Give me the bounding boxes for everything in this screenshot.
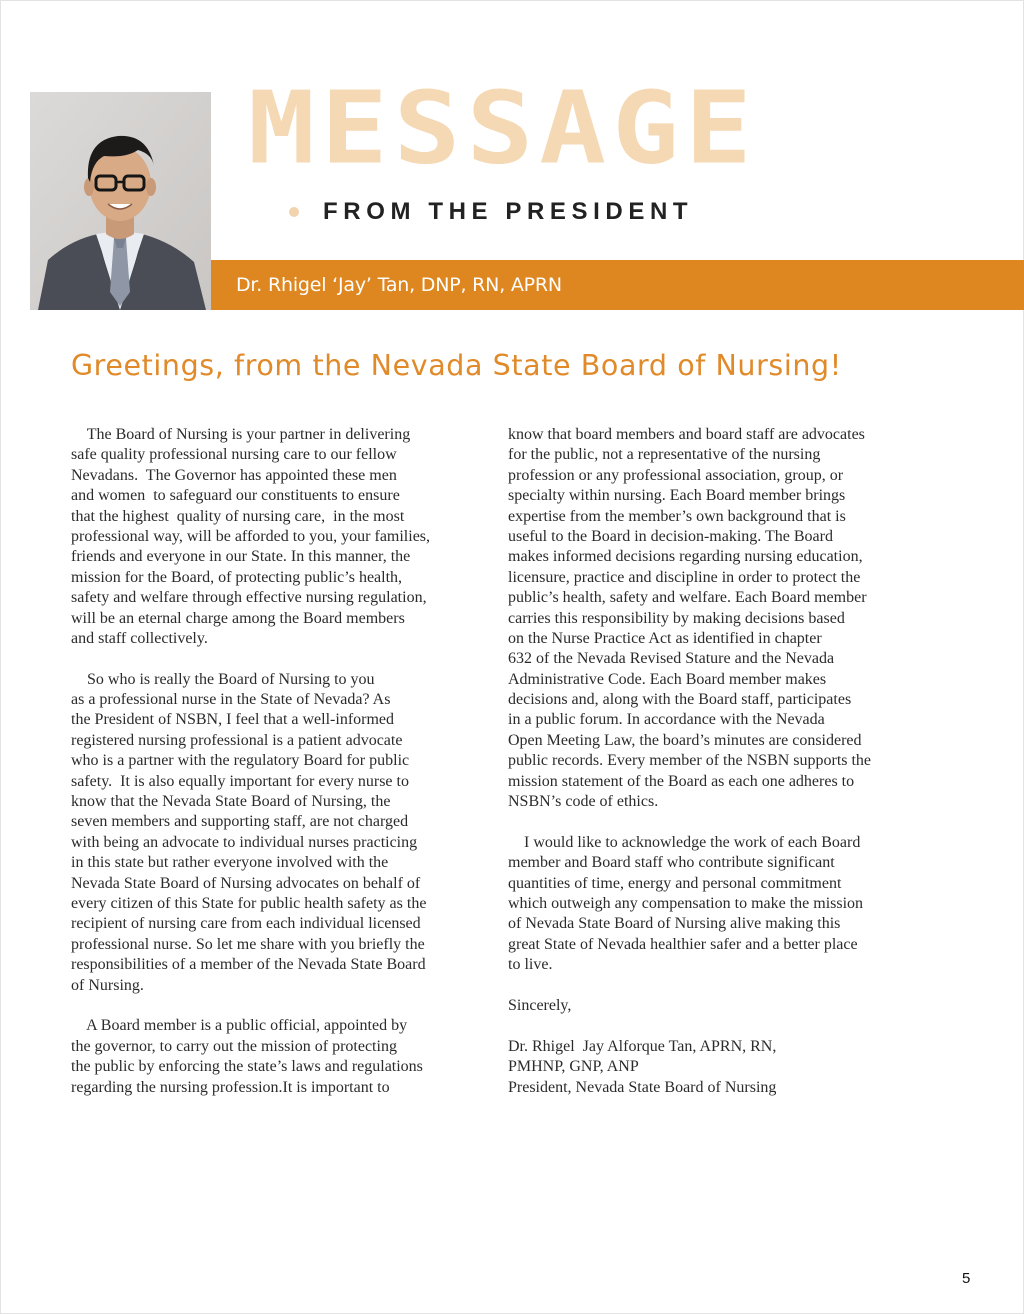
text-line: Nevadans. The Governor has appointed these men xyxy=(71,466,397,484)
text-line: that the highest quality of nursing care, in the most xyxy=(71,507,405,525)
text-line: the President of NSBN, I feel that a well-informed xyxy=(71,711,395,729)
signature-line: PMHNP, GNP, ANP xyxy=(508,1058,639,1076)
page-number: 5 xyxy=(962,1270,971,1287)
signature-block xyxy=(508,1037,933,1098)
text-line: regarding the nursing profession.It is important to xyxy=(71,1078,390,1096)
text-line: 632 of the Nevada Revised Stature and the Nevada xyxy=(508,650,835,668)
text-line: mission statement of the Board as each one adheres to xyxy=(508,772,855,790)
text-line: NSBN’s code of ethics. xyxy=(508,793,659,811)
text-line: registered nursing professional is a patient advocate xyxy=(71,731,403,749)
text-line: A Board member is a public official, appointed by xyxy=(71,1017,408,1035)
text-line: professional nurse. So let me share with you briefly the xyxy=(71,935,425,953)
text-line: to live. xyxy=(508,956,553,974)
text-line: as a professional nurse in the State of Nevada? As xyxy=(71,691,391,709)
text-line: safety. It is also equally important for every nurse to xyxy=(71,772,409,790)
text-line: specialty within nursing. Each Board member brings xyxy=(508,487,846,505)
text-line: Administrative Code. Each Board member makes xyxy=(508,670,827,688)
banner-title: MESSAGE xyxy=(248,70,758,187)
text-line: safety and welfare through effective nursing regulation, xyxy=(71,589,427,607)
text-line: carries this responsibility by making decisions based xyxy=(508,609,845,627)
text-line: which outweigh any compensation to make the mission xyxy=(508,894,864,912)
text-line: of Nursing. xyxy=(71,976,144,994)
text-line: I would like to acknowledge the work of each Board xyxy=(508,833,861,851)
greeting-heading: Greetings, from the Nevada State Board of Nursing! xyxy=(71,349,842,382)
text-line: expertise from the member’s own background that is xyxy=(508,507,846,525)
paragraph xyxy=(508,833,933,976)
text-line: professional way, will be afforded to you, your families, xyxy=(71,527,431,545)
bullet-dot-icon xyxy=(289,207,299,217)
text-line: will be an eternal charge among the Board members xyxy=(71,609,405,627)
text-line: member and Board staff who contribute significant xyxy=(508,854,835,872)
text-line: in a public forum. In accordance with the Nevada xyxy=(508,711,825,729)
text-line: useful to the Board in decision-making. The Board xyxy=(508,527,833,545)
text-line: know that the Nevada State Board of Nursing, the xyxy=(71,793,391,811)
banner-subtitle: FROM THE PRESIDENT xyxy=(323,198,694,225)
text-line: for the public, not a representative of the nursing xyxy=(508,446,821,464)
paragraph xyxy=(71,1016,491,1098)
text-line: Open Meeting Law, the board’s minutes are considered xyxy=(508,731,862,749)
text-line: Nevada State Board of Nursing advocates on behalf of xyxy=(71,874,421,892)
text-line: safe quality professional nursing care to our fellow xyxy=(71,446,397,464)
paragraph xyxy=(508,425,933,812)
left-column xyxy=(71,425,491,1098)
president-name: Dr. Rhigel ‘Jay’ Tan, DNP, RN, APRN xyxy=(236,274,562,296)
text-line: who is a partner with the regulatory Board for public xyxy=(71,752,410,770)
text-line: decisions and, along with the Board staff, participates xyxy=(508,691,852,709)
signature-line: Dr. Rhigel Jay Alforque Tan, APRN, RN, xyxy=(508,1037,777,1055)
text-line: quantities of time, energy and personal commitment xyxy=(508,874,842,892)
president-photo xyxy=(30,92,211,310)
text-line: the governor, to carry out the mission of protecting xyxy=(71,1037,397,1055)
text-line: every citizen of this State for public health safety as the xyxy=(71,894,427,912)
text-line: great State of Nevada healthier safer and a better place xyxy=(508,935,858,953)
text-line: on the Nurse Practice Act as identified in chapter xyxy=(508,629,822,647)
text-line: and staff collectively. xyxy=(71,629,208,647)
right-column xyxy=(508,425,933,1098)
text-line: and women to safeguard our constituents to ensure xyxy=(71,487,400,505)
text-line: know that board members and board staff are advocates xyxy=(508,426,865,443)
text-line: in this state but rather everyone involved with the xyxy=(71,854,389,872)
text-line: makes informed decisions regarding nursing education, xyxy=(508,548,863,566)
text-line: public’s health, safety and welfare. Each Board member xyxy=(508,589,867,607)
text-line: of Nevada State Board of Nursing alive making this xyxy=(508,915,841,933)
closing-text: Sincerely, xyxy=(508,996,572,1014)
text-line: profession or any professional association, group, or xyxy=(508,466,844,484)
paragraph xyxy=(71,425,491,649)
text-line: seven members and supporting staff, are not charged xyxy=(71,813,409,831)
text-line: So who is really the Board of Nursing to you xyxy=(71,670,375,688)
text-line: responsibilities of a member of the Nevada State Board xyxy=(71,956,426,974)
text-line: recipient of nursing care from each individual licensed xyxy=(71,915,421,933)
text-line: the public by enforcing the state’s laws and regulations xyxy=(71,1058,423,1076)
paragraph xyxy=(71,670,491,996)
text-line: The Board of Nursing is your partner in delivering xyxy=(71,426,411,443)
text-line: mission for the Board, of protecting public’s health, xyxy=(71,568,403,586)
text-line: with being an advocate to individual nurses practicing xyxy=(71,833,418,851)
text-line: licensure, practice and discipline in order to protect the xyxy=(508,568,861,586)
signature-line: President, Nevada State Board of Nursing xyxy=(508,1078,777,1096)
text-line: friends and everyone in our State. In this manner, the xyxy=(71,548,411,566)
text-line: public records. Every member of the NSBN supports the xyxy=(508,752,872,770)
